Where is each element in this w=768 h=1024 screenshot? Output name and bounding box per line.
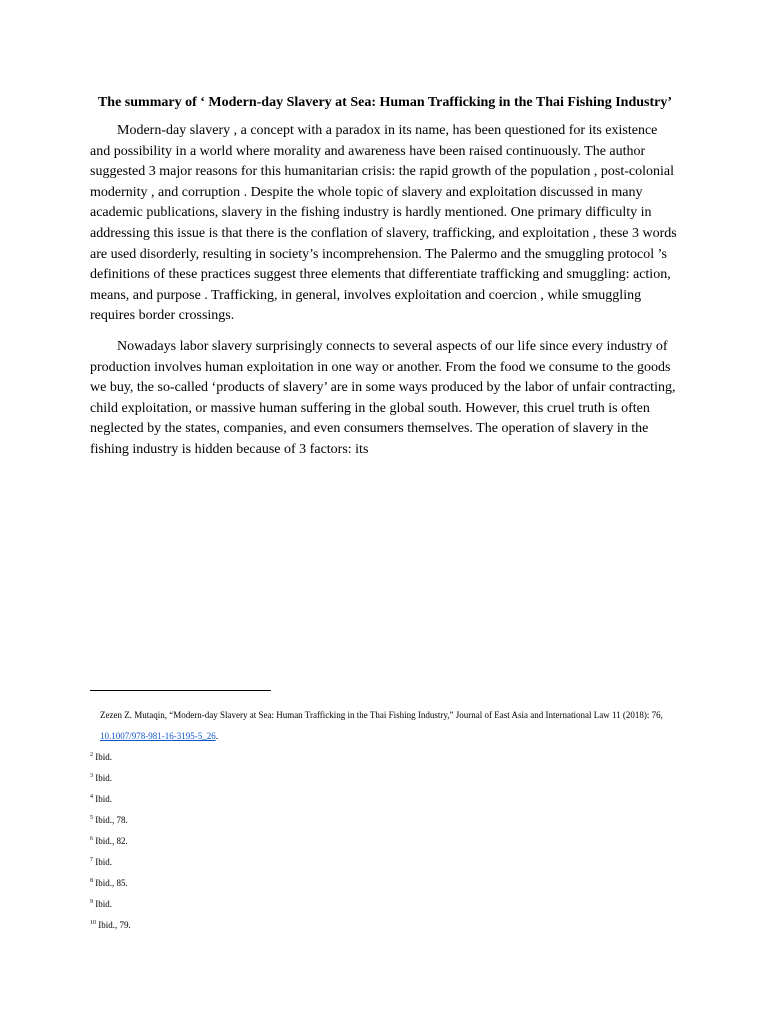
footnote-number: 5 xyxy=(90,815,93,821)
footnote-text: Ibid. xyxy=(95,857,112,867)
footnote-text: Ibid. xyxy=(95,752,112,762)
footnote-text: Ibid., 79. xyxy=(98,920,131,930)
doi-link[interactable]: 10.1007/978-981-16-3195-5_26 xyxy=(100,731,216,741)
footnote-number: 8 xyxy=(90,878,93,884)
footnote-1-text: Zezen Z. Mutaqin, “Modern-day Slavery at Sea: Human Trafficking in the Thai Fishing Industry,” Journal of East Asia and International Law 11 (2018): 76, xyxy=(100,710,663,720)
footnote-1-tail: . xyxy=(215,731,218,741)
footnote-1 xyxy=(90,705,680,747)
document-title: The summary of ‘ Modern-day Slavery at Sea: Human Trafficking in the Thai Fishing Industry’ xyxy=(97,95,673,110)
footnote-number: 6 xyxy=(90,836,93,842)
footnote-item xyxy=(90,747,680,768)
paragraph-1: Modern-day slavery , a concept with a paradox in its name, has been questioned for its existence and possibility in a world where morality and awareness have been raised continuously. The author suggested 3 major reasons for this humanitarian crisis: the rapid growth of the population , post-colonial modernity , and corruption . Despite the whole topic of slavery and exploitation discussed in many academic publications, slavery in the fishing industry is hardly mentioned. One primary difficulty in addressing this issue is that there is the conflation of slavery, trafficking, and exploitation , these 3 words are used disorderly, resulting in society’s incomprehension. The Palermo and the smuggling protocol ’s definitions of these practices suggest three elements that differentiate trafficking and smuggling: action, means, and purpose . Trafficking, in general, involves exploitation and coercion , while smuggling requires border crossings. xyxy=(90,123,677,324)
document-body xyxy=(90,92,680,471)
footnote-text: Ibid., 85. xyxy=(95,878,128,888)
footnote-item xyxy=(90,789,680,810)
footnote-number: 4 xyxy=(90,794,93,800)
footnote-item xyxy=(90,915,680,936)
footnote-item xyxy=(90,894,680,915)
footnote-text: Ibid. xyxy=(95,794,112,804)
footnote-number: 10 xyxy=(90,920,96,926)
footnote-number: 7 xyxy=(90,857,93,863)
footnote-number: 2 xyxy=(90,752,93,758)
footnote-text: Ibid. xyxy=(95,899,112,909)
footnote-item xyxy=(90,873,680,894)
footnote-divider xyxy=(90,690,271,691)
paragraph-2: Nowadays labor slavery surprisingly connects to several aspects of our life since every industry of production involves human exploitation in one way or another. From the food we consume to the goods we buy, the so-called ‘products of slavery’ are in some ways produced by the labor of unfair contracting, child exploitation, or massive human suffering in the global south. However, this cruel truth is often neglected by the states, companies, and even consumers themselves. The operation of slavery in the fishing industry is hidden because of 3 factors: its xyxy=(90,338,676,457)
footnote-item xyxy=(90,831,680,852)
footnote-text: Ibid. xyxy=(95,773,112,783)
footnote-number: 9 xyxy=(90,899,93,905)
footnote-text: Ibid., 82. xyxy=(95,836,128,846)
footnote-list xyxy=(90,747,680,936)
footnote-item xyxy=(90,852,680,873)
footnotes-section xyxy=(90,690,680,936)
footnote-text: Ibid., 78. xyxy=(95,815,128,825)
footnote-number: 3 xyxy=(90,773,93,779)
footnote-item xyxy=(90,810,680,831)
footnote-item xyxy=(90,768,680,789)
